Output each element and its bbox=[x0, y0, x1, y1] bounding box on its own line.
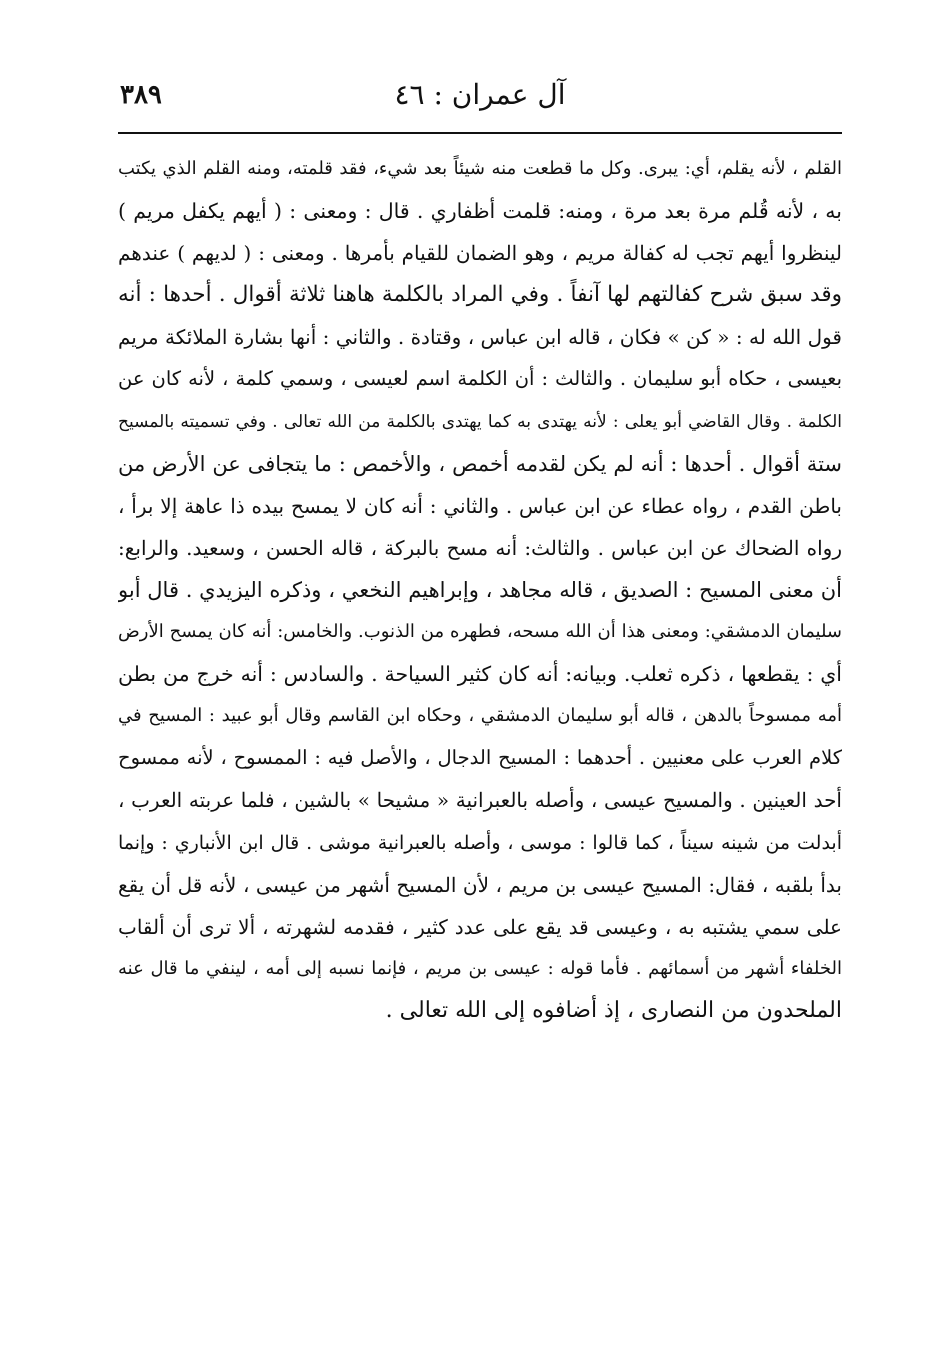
text-line: أمه ممسوحاً بالدهن ، قاله أبو سليمان الدمشقي ، وحكاه ابن القاسم وقال أبو عبيد : المسيح في bbox=[118, 705, 842, 727]
text-line: أحد العينين . والمسيح عيسى ، وأصله بالعبرانية « مشيحا » بالشين ، فلما عربته العرب ، bbox=[118, 788, 842, 813]
text-line: به ، لأنه قُلم مرة بعد مرة ، ومنه: قلمت أظفاري . قال : ومعنى : ( أيهم يكفل مريم ) bbox=[118, 199, 842, 224]
text-line: على سمي يشتبه به ، وعيسى قد يقع على عدد كثير ، فقدمه لشهرته ، ألا ترى أن ألقاب bbox=[118, 914, 842, 939]
text-line: أي : يقطعها ، ذكره ثعلب. وبيانه: أنه كان كثير السياحة . والسادس : أنه خرج من بطن bbox=[118, 662, 842, 687]
text-line: قول الله له : « كن » فكان ، قاله ابن عباس ، وقتادة . والثاني : أنها بشارة الملائكة مريم bbox=[118, 325, 842, 350]
text-line: الكلمة . وقال القاضي أبو يعلى : لأنه يهتدى به كما يهتدى بالكلمة من الله تعالى . وفي تسميته بالمسيح bbox=[118, 411, 842, 432]
text-line: أبدلت من شينه سيناً ، كما قالوا : موسى ، وأصله بالعبرانية موشى . قال ابن الأنباري : وإنما bbox=[118, 831, 842, 854]
text-line: لينظروا أيهم تجب له كفالة مريم ، وهو الضمان للقيام بأمرها . ومعنى : ( لديهم ) عندهم bbox=[118, 241, 842, 266]
text-line: بعيسى ، حكاه أبو سليمان . والثالث : أن الكلمة اسم لعيسى ، وسمي كلمة ، لأنه كان عن bbox=[118, 367, 842, 391]
running-title: آل عمران : ٤٦ bbox=[394, 78, 566, 111]
page-header bbox=[120, 78, 840, 126]
text-line: الملحدون من النصارى ، إذ أضافوه إلى الله تعالى . bbox=[385, 997, 842, 1023]
text-line: سليمان الدمشقي: ومعنى هذا أن الله مسحه، فطهره من الذنوب. والخامس: أنه كان يمسح الأرض bbox=[118, 621, 842, 643]
page-number: ٣٨٩ bbox=[120, 80, 162, 110]
text-line: ستة أقوال . أحدها : أنه لم يكن لقدمه أخمص ، والأخمص : ما يتجافى عن الأرض من bbox=[118, 451, 842, 476]
text-line: رواه الضحاك عن ابن عباس . والثالث: أنه مسح بالبركة ، قاله الحسن ، وسعيد. والرابع: bbox=[118, 535, 842, 560]
text-line: الخلفاء أشهر من أسمائهم . فأما قوله : عيسى بن مريم ، فإنما نسبه إلى أمه ، لينفي ما قال عنه bbox=[118, 957, 842, 979]
body-text bbox=[118, 148, 842, 1032]
text-line: كلام العرب على معنيين . أحدهما : المسيح الدجال ، والأصل فيه : الممسوح ، لأنه ممسوح bbox=[118, 746, 842, 770]
text-line: وقد سبق شرح كفالتهم لها آنفاً . وفي المراد بالكلمة هاهنا ثلاثة أقوال . أحدها : أنه bbox=[118, 282, 842, 308]
header-rule bbox=[118, 132, 842, 134]
text-line: أن معنى المسيح : الصديق ، قاله مجاهد ، وإبراهيم النخعي ، وذكره اليزيدي . قال أبو bbox=[118, 577, 842, 602]
text-line: القلم ، لأنه يقلم، أي: يبرى. وكل ما قطعت منه شيئاً بعد شيء، فقد قلمته، ومنه القلم الذي يكتب bbox=[118, 158, 842, 179]
text-line: باطن القدم ، رواه عطاء عن ابن عباس . والثاني : أنه كان لا يمسح بيده ذا عاهة إلا برأ ، bbox=[118, 493, 842, 518]
text-line: بدأ بلقبه ، فقال: المسيح عيسى بن مريم ، لأن المسيح أشهر من عيسى ، لأنه قل أن يقع bbox=[118, 872, 842, 897]
